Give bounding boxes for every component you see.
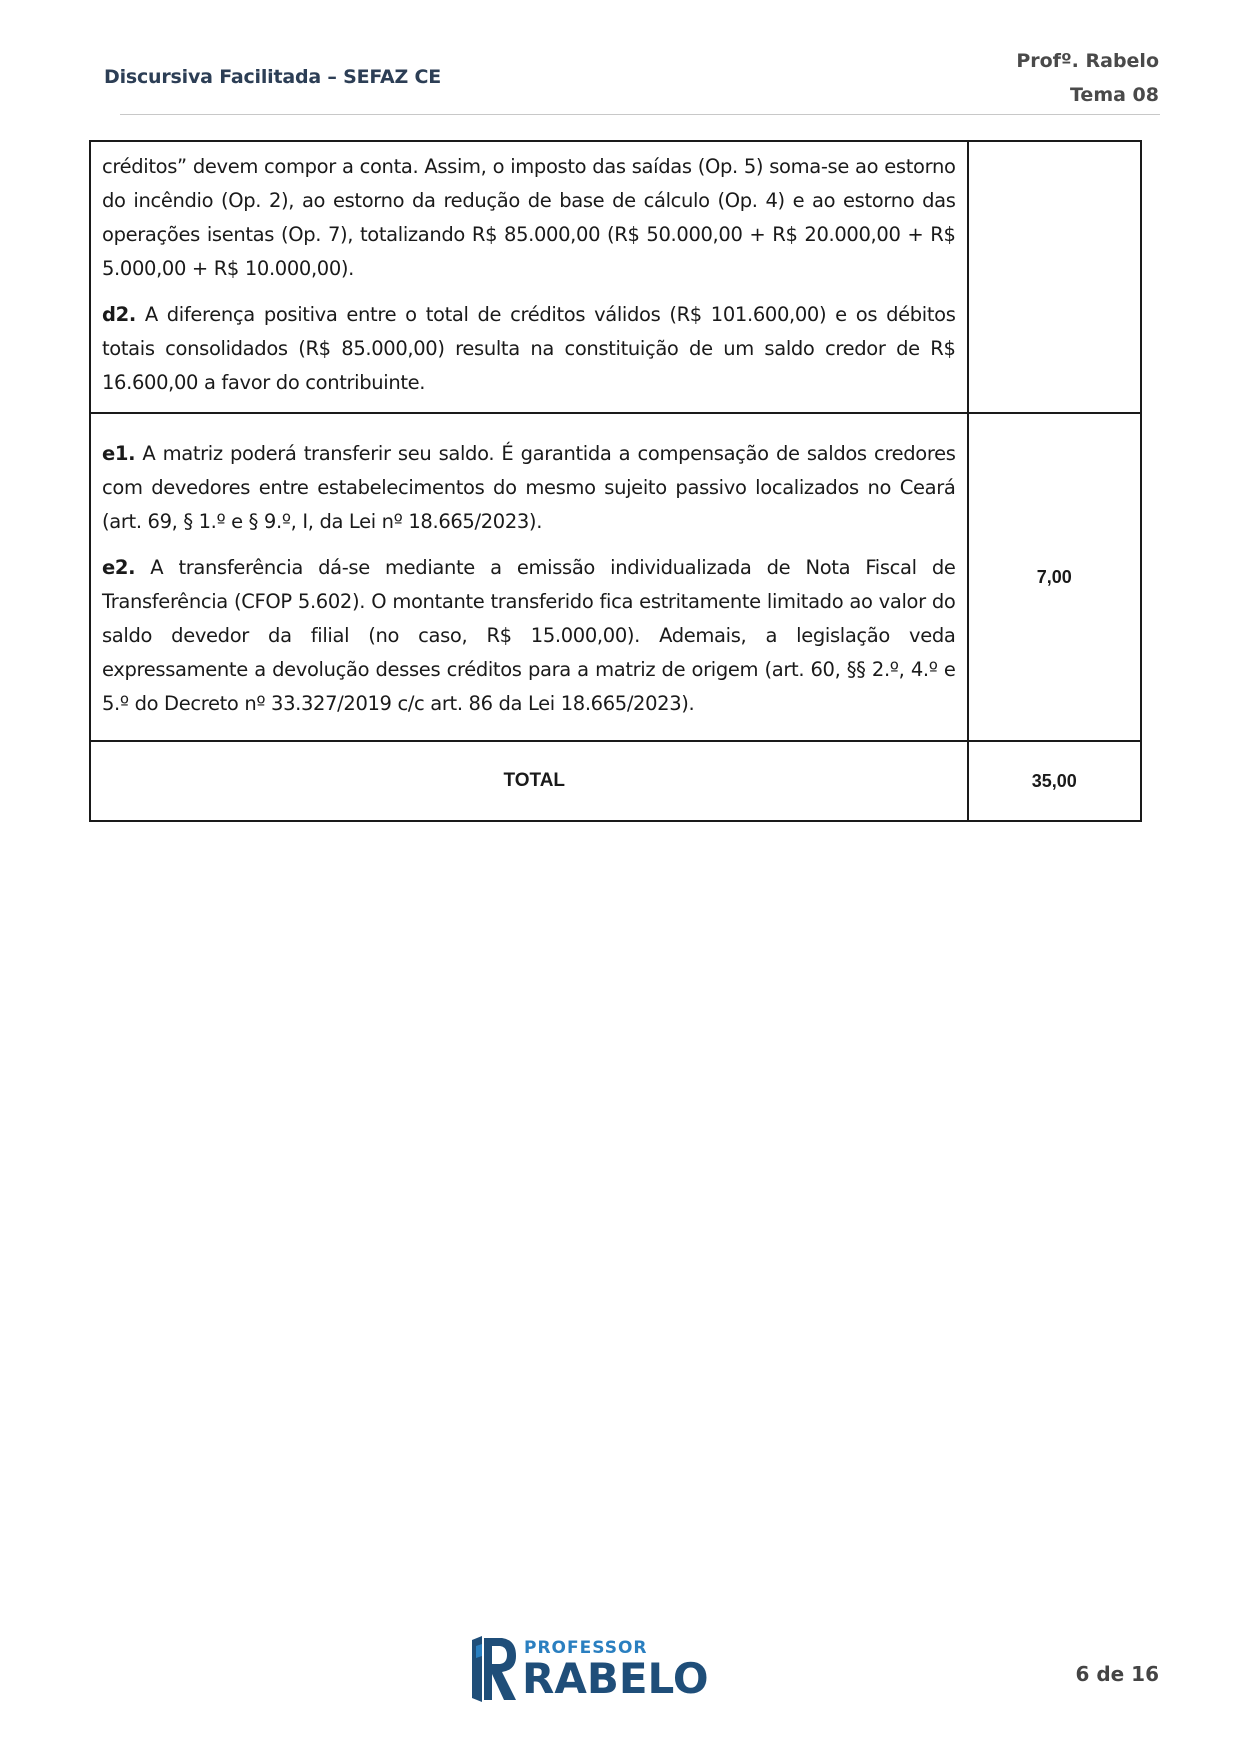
score-cell bbox=[968, 141, 1141, 413]
topic-label: Tema 08 bbox=[1070, 84, 1159, 106]
table-row bbox=[90, 141, 1141, 413]
answer-cell bbox=[90, 413, 968, 741]
item-tag: e1. bbox=[102, 442, 136, 465]
professor-rabelo-logo bbox=[472, 1636, 709, 1706]
answer-table bbox=[89, 140, 1142, 822]
total-row bbox=[90, 741, 1141, 821]
author-name: Profº. Rabelo bbox=[1016, 50, 1159, 72]
answer-cell bbox=[90, 141, 968, 413]
score-cell: 7,00 bbox=[968, 413, 1141, 741]
document-title: Discursiva Facilitada – SEFAZ CE bbox=[104, 66, 442, 88]
header-divider bbox=[120, 114, 1160, 115]
logo-text-small: PROFESSOR bbox=[524, 1638, 648, 1658]
logo-text-big: RABELO bbox=[522, 1654, 709, 1703]
logo-mark-icon bbox=[472, 1636, 520, 1702]
answer-paragraph: créditos” devem compor a conta. Assim, o imposto das saídas (Op. 5) soma-se ao estorno do incêndio (Op. 2), ao estorno da redução de base de cálculo (Op. 4) e ao estorno das operações isentas (Op. 7), totalizando R$ 85.000,00 (R$ 50.000,00 + R$ 20.000,00 + R$ 5.000,00 + R$ 10.000,00). bbox=[102, 155, 956, 280]
answer-paragraph: e1. A matriz poderá transferir seu saldo. É garantida a compensação de saldos credores com devedores entre estabelecimentos do mesmo sujeito passivo localizados no Ceará (art. 69, § 1.º e § 9.º, I, da Lei nº 18.665/2023). bbox=[102, 442, 956, 533]
page-number: 6 de 16 bbox=[1075, 1662, 1159, 1686]
item-tag: e2. bbox=[102, 556, 136, 579]
table-row bbox=[90, 413, 1141, 741]
answer-paragraph: d2. A diferença positiva entre o total de créditos válidos (R$ 101.600,00) e os débitos totais consolidados (R$ 85.000,00) resulta na constituição de um saldo credor de R$ 16.600,00 a favor do contribuinte. bbox=[102, 303, 956, 394]
item-tag: d2. bbox=[102, 303, 136, 326]
total-label: TOTAL bbox=[90, 741, 968, 821]
header-right bbox=[1016, 44, 1159, 112]
total-score: 35,00 bbox=[968, 741, 1141, 821]
answer-paragraph: e2. A transferência dá-se mediante a emissão individualizada de Nota Fiscal de Transferência (CFOP 5.602). O montante transferido fica estritamente limitado ao valor do saldo devedor da filial (no caso, R$ 15.000,00). Ademais, a legislação veda expressamente a devolução desses créditos para a matriz de origem (art. 60, §§ 2.º, 4.º e 5.º do Decreto nº 33.327/2019 c/c art. 86 da Lei 18.665/2023). bbox=[102, 556, 956, 715]
